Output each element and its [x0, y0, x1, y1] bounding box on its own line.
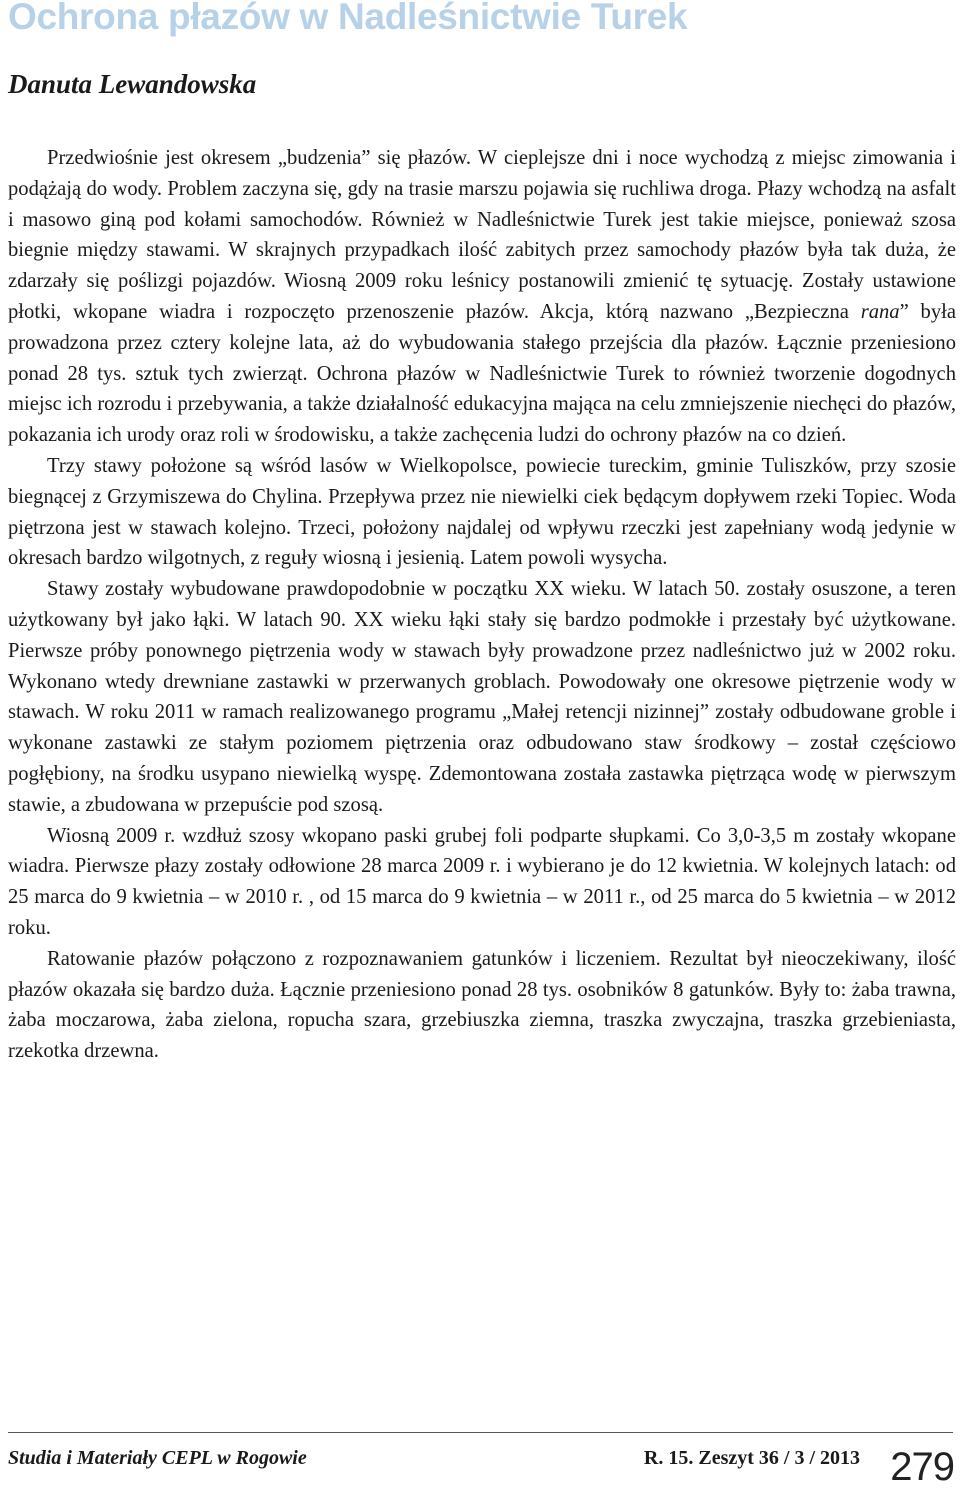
article-title: Ochrona płazów w Nadleśnictwie Turek [8, 0, 688, 37]
paragraph-2: Trzy stawy położone są wśród lasów w Wielkopolsce, powiecie tureckim, gminie Tuliszków, przy szosie biegnącej z Grzymiszewa do Chylina. Przepływa przez nie niewielki ciek będącym dopływem rzeki Topiec. Woda piętrzona jest w stawach kolejno. Trzeci, położony najdalej od wpływu rzeczki jest zapełniany wodą jedynie w okresach bardzo wilgotnych, z reguły wiosną i jesienią. Latem powoli wysycha. [8, 454, 956, 570]
paragraph-4: Wiosną 2009 r. wzdłuż szosy wkopano paski grubej foli podparte słupkami. Co 3,0-3,5 m zostały wkopane wiadra. Pierwsze płazy zostały odłowione 28 marca 2009 r. i wybierano je do 12 kwietnia. W kolejnych latach: od 25 marca do 9 kwietnia – w 2010 r. , od 15 marca do 9 kwietnia – w 2011 r., od 25 marca do 5 kwietnia – w 2012 roku. [8, 824, 956, 939]
paragraph-1-text-b: ” była prowadzona przez cztery kolejne lata, aż do wybudowania stałego przejścia dla płazów. Łącznie przeniesiono ponad 28 tys. sztuk tych zwierząt. Ochrona płazów w Nadleśnictwie Turek to również tworzenie dogodnych miejsc ich rozrodu i przebywania, a także działalność edukacyjna mająca na celu zmniejszenie niechęci do płazów, pokazania ich urody oraz roli w środowisku, a także zachęcenia ludzi do ochrony płazów na co dzień. [8, 300, 956, 447]
footer-divider [8, 1432, 953, 1433]
footer-journal: Studia i Materiały CEPL w Rogowie [8, 1447, 307, 1469]
page-number: 279 [890, 1445, 954, 1489]
paragraph-5: Ratowanie płazów połączono z rozpoznawaniem gatunków i liczeniem. Rezultat był nieoczekiwany, ilość płazów okazała się bardzo duża. Łącznie przeniesiono ponad 28 tys. osobników 8 gatunków. Były to: żaba trawna, żaba moczarowa, żaba zielona, ropucha szara, grzebiuszka ziemna, traszka zwyczajna, traszka grzebieniasta, rzekotka drzewna. [8, 947, 956, 1063]
paragraph-1-italic: rana [860, 300, 900, 323]
paragraph-1-text-a: Przedwiośnie jest okresem „budzenia” się płazów. W cieplejsze dni i noce wychodzą z miejsc zimowania i podążają do wody. Problem zaczyna się, gdy na trasie marszu pojawia się ruchliwa droga. Płazy wchodzą na asfalt i masowo giną pod kołami samochodów. Również w Nadleśnictwie Turek jest takie miejsce, ponieważ szosa biegnie między stawami. W skrajnych przypadkach ilość zabitych przez samochody płazów była tak duża, że zdarzały się poślizgi pojazdów. Wiosną 2009 roku leśnicy postanowili zmienić tę sytuację. Zostały ustawione płotki, wkopane wiadra i rozpoczęto przenoszenie płazów. Akcja, którą nazwano „Bezpieczna [8, 147, 956, 323]
article-author: Danuta Lewandowska [8, 69, 257, 99]
paragraph-1 [8, 143, 956, 451]
paragraph-3: Stawy zostały wybudowane prawdopodobnie w początku XX wieku. W latach 50. zostały osuszone, a teren użytkowany był jako łąki. W latach 90. XX wieku łąki stały się bardzo podmokłe i przestały być użytkowane. Pierwsze próby ponownego piętrzenia wody w stawach były prowadzone przez nadleśnictwo już w 2002 roku. Wykonano wtedy drewniane zastawki w przerwanych groblach. Powodowały one okresowe piętrzenie wody w stawach. W roku 2011 w ramach realizowanego programu „Małej retencji nizinnej” zostały odbudowane groble i wykonane zastawki ze stałym poziomem piętrzenia oraz odbudowano staw środkowy – został częściowo pogłębiony, na środku usypano niewielką wyspę. Zdemontowana została zastawka piętrząca wodę w pierwszym stawie, a zbudowana w przepuście pod szosą. [8, 578, 956, 816]
footer-issue: R. 15. Zeszyt 36 / 3 / 2013 [643, 1447, 860, 1469]
article-body [8, 143, 956, 1067]
